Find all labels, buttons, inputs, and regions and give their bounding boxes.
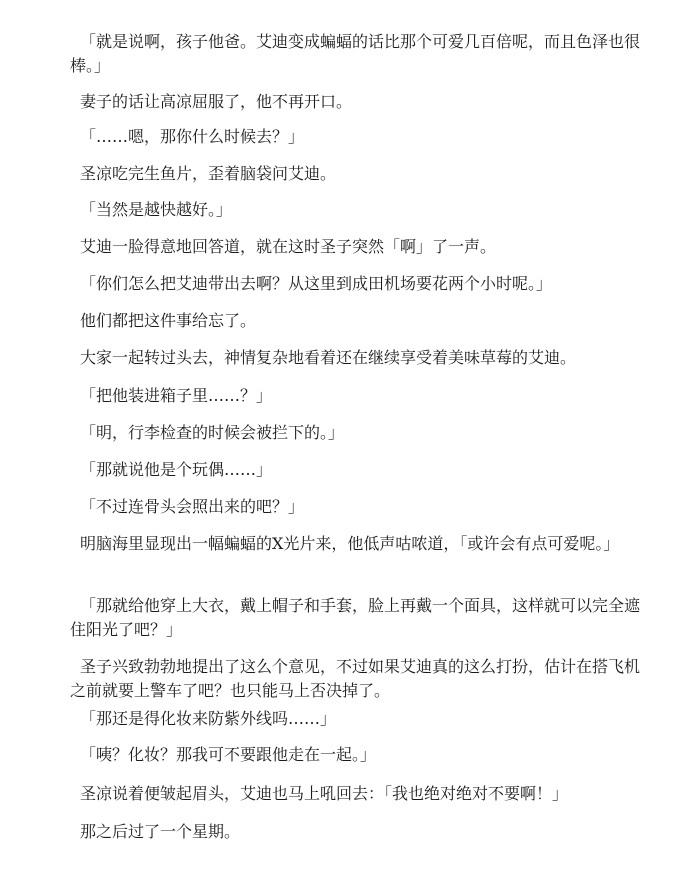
paragraph: 妻子的话让高凉屈服了，他不再开口。 bbox=[80, 92, 353, 111]
paragraph: 圣子兴致勃勃地提出了这么个意见，不过如果艾迪真的这么打扮，估计在搭飞机之前就要上警车了吧？也只能马上否决掉了。 bbox=[70, 657, 641, 700]
paragraph: 「就是说啊，孩子他爸。艾迪变成蝙蝠的话比那个可爱几百倍呢，而且色泽也很棒。」 bbox=[70, 32, 641, 75]
paragraph: 「不过连骨头会照出来的吧？」 bbox=[80, 497, 305, 516]
paragraph: 「……嗯，那你什么时候去？」 bbox=[80, 127, 305, 146]
paragraph: 那之后过了一个星期。 bbox=[80, 822, 241, 841]
paragraph: 艾迪一脸得意地回答道，就在这时圣子突然「啊」了一声。 bbox=[80, 237, 497, 256]
paragraph: 「那还是得化妆来防紫外线吗……」 bbox=[80, 709, 337, 728]
paragraph: 圣凉说着便皱起眉头，艾迪也马上吼回去：「我也绝对绝对不要啊！」 bbox=[80, 784, 569, 803]
paragraph: 「那就给他穿上大衣，戴上帽子和手套，脸上再戴一个面具，这样就可以完全遮住阳光了吧？」 bbox=[70, 596, 641, 639]
paragraph: 大家一起转过头去，神情复杂地看着还在继续享受着美味草莓的艾迪。 bbox=[80, 348, 577, 367]
paragraph: 「你们怎么把艾迪带出去啊？从这里到成田机场要花两个小时呢。」 bbox=[80, 274, 553, 293]
paragraph: 他们都把这件事给忘了。 bbox=[80, 311, 257, 330]
paragraph: 「咦？化妆？那我可不要跟他走在一起。」 bbox=[80, 745, 377, 764]
paragraph: 「把他装进箱子里……？」 bbox=[80, 386, 273, 405]
paragraph: 圣凉吃完生鱼片，歪着脑袋问艾迪。 bbox=[80, 164, 337, 183]
paragraph: 明脑海里显现出一幅蝙蝠的X光片来，他低声咕哝道，「或许会有点可爱呢。」 bbox=[80, 534, 620, 553]
paragraph: 「那就说他是个玩偶……」 bbox=[80, 460, 273, 479]
paragraph: 「当然是越快越好。」 bbox=[80, 200, 233, 219]
paragraph: 「明，行李检查的时候会被拦下的。」 bbox=[80, 423, 345, 442]
